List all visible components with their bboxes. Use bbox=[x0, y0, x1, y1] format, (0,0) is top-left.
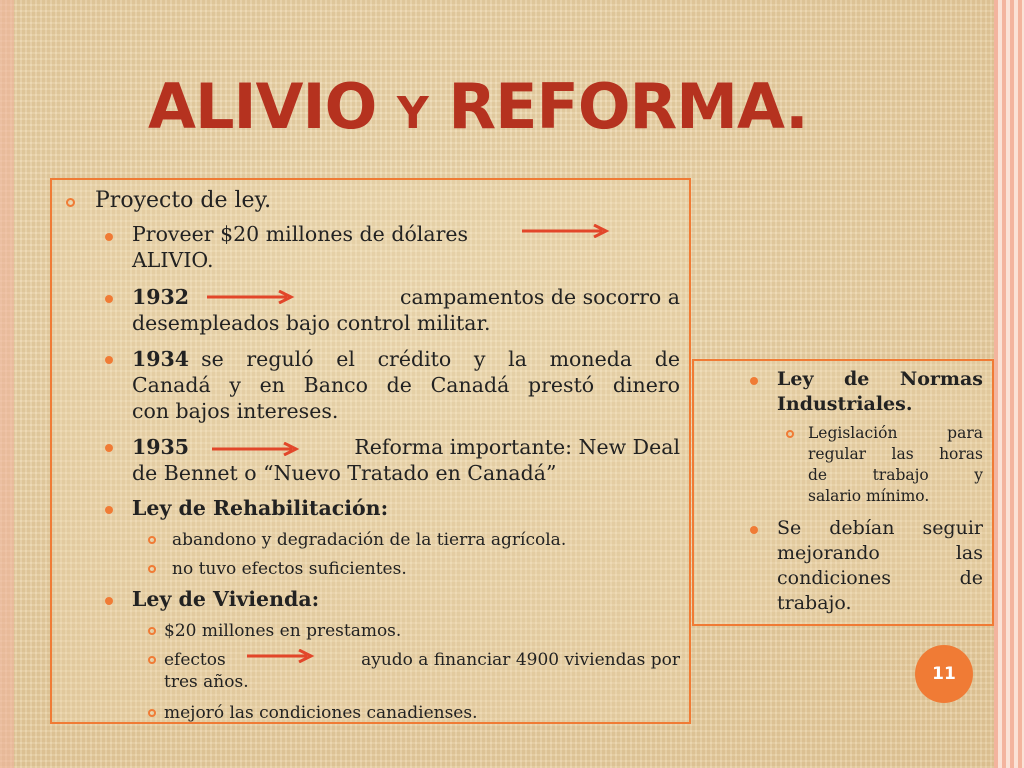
list-item: Ley de Vivienda: bbox=[132, 587, 320, 611]
sub-item: mejoró las condiciones canadienses. bbox=[164, 703, 478, 723]
right-arrow-icon bbox=[207, 290, 297, 304]
bullet-dot-icon bbox=[750, 377, 758, 385]
side-item-text: trabajo. bbox=[777, 592, 852, 614]
circle-bullet-icon bbox=[148, 627, 156, 635]
bullet-dot-icon bbox=[105, 295, 113, 303]
bullet-dot-icon bbox=[750, 526, 758, 534]
item-text: Proveer $20 millones de dólares bbox=[132, 222, 469, 246]
item-text: de Bennet o “Nuevo Tratado en Canadá” bbox=[132, 461, 557, 485]
sub-item bbox=[164, 649, 680, 693]
side-item-text: condiciones de bbox=[777, 567, 983, 589]
right-arrow-icon bbox=[522, 224, 612, 238]
list-item: Ley de Rehabilitación: bbox=[132, 496, 389, 520]
sub-item: abandono y degradación de la tierra agrícola. bbox=[172, 530, 567, 550]
side-item-text: Industriales. bbox=[777, 393, 913, 415]
sub-item-text: tres años. bbox=[164, 672, 249, 692]
bullet-dot-icon bbox=[105, 356, 113, 364]
right-border-stripes bbox=[994, 0, 1024, 768]
side-item-text: mejorando las bbox=[777, 542, 983, 564]
left-border-stripe bbox=[0, 0, 14, 768]
page-number-badge: 11 bbox=[915, 645, 973, 703]
side-content-box bbox=[692, 359, 994, 626]
bullet-dot-icon bbox=[105, 444, 113, 452]
item-text: Reforma importante: New Deal bbox=[354, 435, 680, 459]
bullet-dot-icon bbox=[105, 506, 113, 514]
side-item-text: Se debían seguir bbox=[777, 517, 983, 539]
item-text: desempleados bajo control militar. bbox=[132, 311, 491, 335]
side-list-item bbox=[777, 367, 983, 417]
side-sub-text: Legislación para bbox=[808, 424, 983, 442]
sub-item: no tuvo efectos suficientes. bbox=[172, 559, 407, 579]
sub-item: $20 millones en prestamos. bbox=[164, 621, 402, 641]
item-text: ALIVIO. bbox=[132, 248, 214, 272]
side-sub-text: salario mínimo. bbox=[808, 487, 930, 505]
section-heading: Proyecto de ley. bbox=[95, 188, 272, 213]
circle-bullet-icon bbox=[148, 565, 156, 573]
circle-bullet-icon bbox=[148, 536, 156, 544]
bullet-dot-icon bbox=[105, 233, 113, 241]
side-list-item bbox=[777, 516, 983, 616]
sub-item-text: efectos bbox=[164, 650, 226, 670]
sub-item-text: ayudo a financiar 4900 viviendas por bbox=[361, 650, 680, 670]
right-arrow-icon bbox=[212, 442, 302, 456]
main-content-box bbox=[50, 178, 691, 724]
side-sub-text: de trabajo y bbox=[808, 466, 983, 484]
year-label: 1935 bbox=[132, 435, 190, 459]
side-sub-item bbox=[808, 423, 983, 507]
item-text: campamentos de socorro a bbox=[399, 285, 680, 309]
circle-bullet-icon bbox=[148, 709, 156, 717]
year-label: 1932 bbox=[132, 285, 190, 309]
item-text: Canadá y en Banco de Canadá prestó dinero bbox=[132, 373, 680, 397]
list-item bbox=[132, 346, 680, 424]
circle-bullet-icon bbox=[66, 198, 75, 207]
item-text: con bajos intereses. bbox=[132, 399, 339, 423]
circle-bullet-icon bbox=[786, 430, 794, 438]
right-arrow-icon bbox=[247, 649, 317, 663]
side-item-text: Ley de Normas bbox=[777, 368, 983, 390]
slide-title: ALIVIO Y REFORMA. bbox=[148, 70, 808, 143]
circle-bullet-icon bbox=[148, 656, 156, 664]
side-sub-text: regular las horas bbox=[808, 445, 983, 463]
item-text: se reguló el crédito y la moneda de bbox=[201, 347, 680, 371]
bullet-dot-icon bbox=[105, 597, 113, 605]
year-label: 1934 bbox=[132, 347, 190, 371]
